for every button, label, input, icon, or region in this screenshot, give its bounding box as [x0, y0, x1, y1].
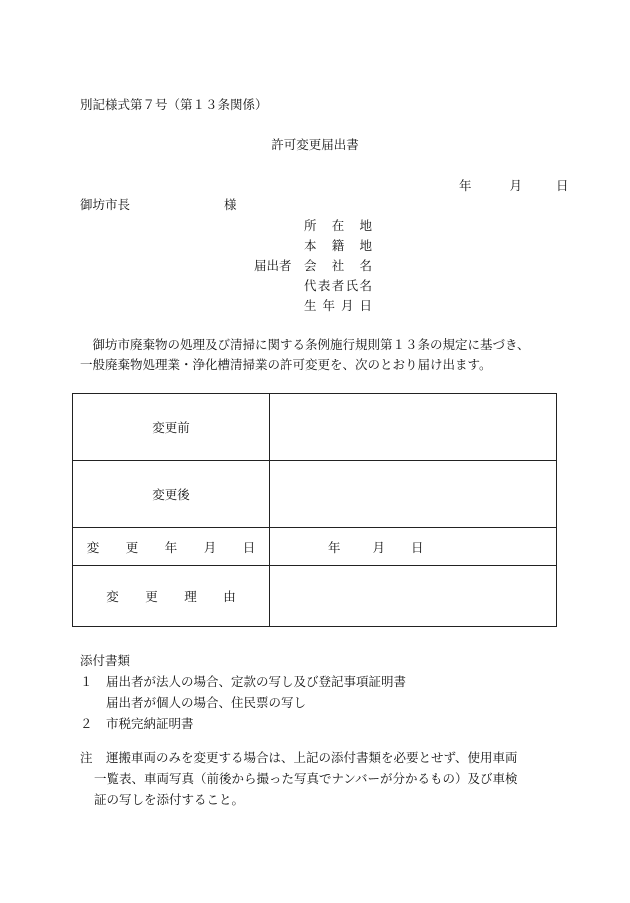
- after-value-cell[interactable]: [270, 461, 557, 528]
- change-date-month: 月: [372, 539, 386, 555]
- change-form-table: [72, 393, 557, 627]
- change-date-label: 変 更 年 月 日: [73, 528, 270, 566]
- date-year-unit: 年: [459, 178, 472, 193]
- body-line-2: 一般廃棄物処理業・浄化槽清掃業の許可変更を、次のとおり届け出ます。: [80, 357, 492, 372]
- table-row-reason: [73, 566, 557, 627]
- attachment-item: 届出者が個人の場合、住民票の写し: [106, 695, 307, 710]
- date-month-unit: 月: [509, 178, 522, 193]
- addressee-name: 御坊市長: [80, 197, 131, 212]
- attachment-item: ２ 市税完納証明書: [80, 716, 194, 731]
- change-date-day: 日: [411, 539, 424, 555]
- body-paragraph: [80, 335, 560, 375]
- table-row-after: [73, 461, 557, 528]
- after-label: 変更後: [73, 461, 270, 528]
- applicant-label: 届出者: [254, 258, 292, 273]
- applicant-field-company: 会社名: [304, 258, 372, 273]
- before-label: 変更前: [73, 394, 270, 461]
- date-day-unit: 日: [555, 178, 569, 193]
- body-line-1: 御坊市廃棄物の処理及び清掃に関する条例施行規則第１３条の規定に基づき、: [92, 337, 530, 352]
- addressee-honorific: 様: [224, 197, 237, 212]
- before-value-cell[interactable]: [270, 394, 557, 461]
- applicant-field-address: 所在地: [304, 218, 372, 233]
- note-line-1: 注 運搬車両のみを変更する場合は、上記の添付書類を必要とせず、使用車両: [80, 750, 518, 765]
- attachments-heading: 添付書類: [80, 653, 131, 668]
- applicant-field-representative: 代表者氏名: [304, 278, 372, 293]
- change-date-year: 年: [328, 539, 341, 555]
- note-section: [80, 747, 560, 810]
- attachment-item: １ 届出者が法人の場合、定款の写し及び登記事項証明書: [80, 674, 407, 689]
- note-line-2: 一覧表、車両写真（前後から撮った写真でナンバーが分かるもの）及び車検: [94, 771, 518, 786]
- form-number: 別記様式第７号（第１３条関係）: [80, 97, 268, 112]
- table-row-before: [73, 394, 557, 461]
- table-row-change-date: [73, 528, 557, 566]
- change-date-value-cell[interactable]: [270, 528, 557, 566]
- document-title: 許可変更届出書: [271, 137, 359, 152]
- date-line: [459, 178, 568, 193]
- applicant-field-domicile: 本籍地: [304, 238, 372, 253]
- applicant-field-birthdate: 生年月日: [304, 298, 372, 313]
- reason-value-cell[interactable]: [270, 566, 557, 627]
- attachments-section: [80, 650, 406, 734]
- reason-label: 変 更 理 由: [73, 566, 270, 627]
- note-line-3: 証の写しを添付すること。: [94, 792, 245, 807]
